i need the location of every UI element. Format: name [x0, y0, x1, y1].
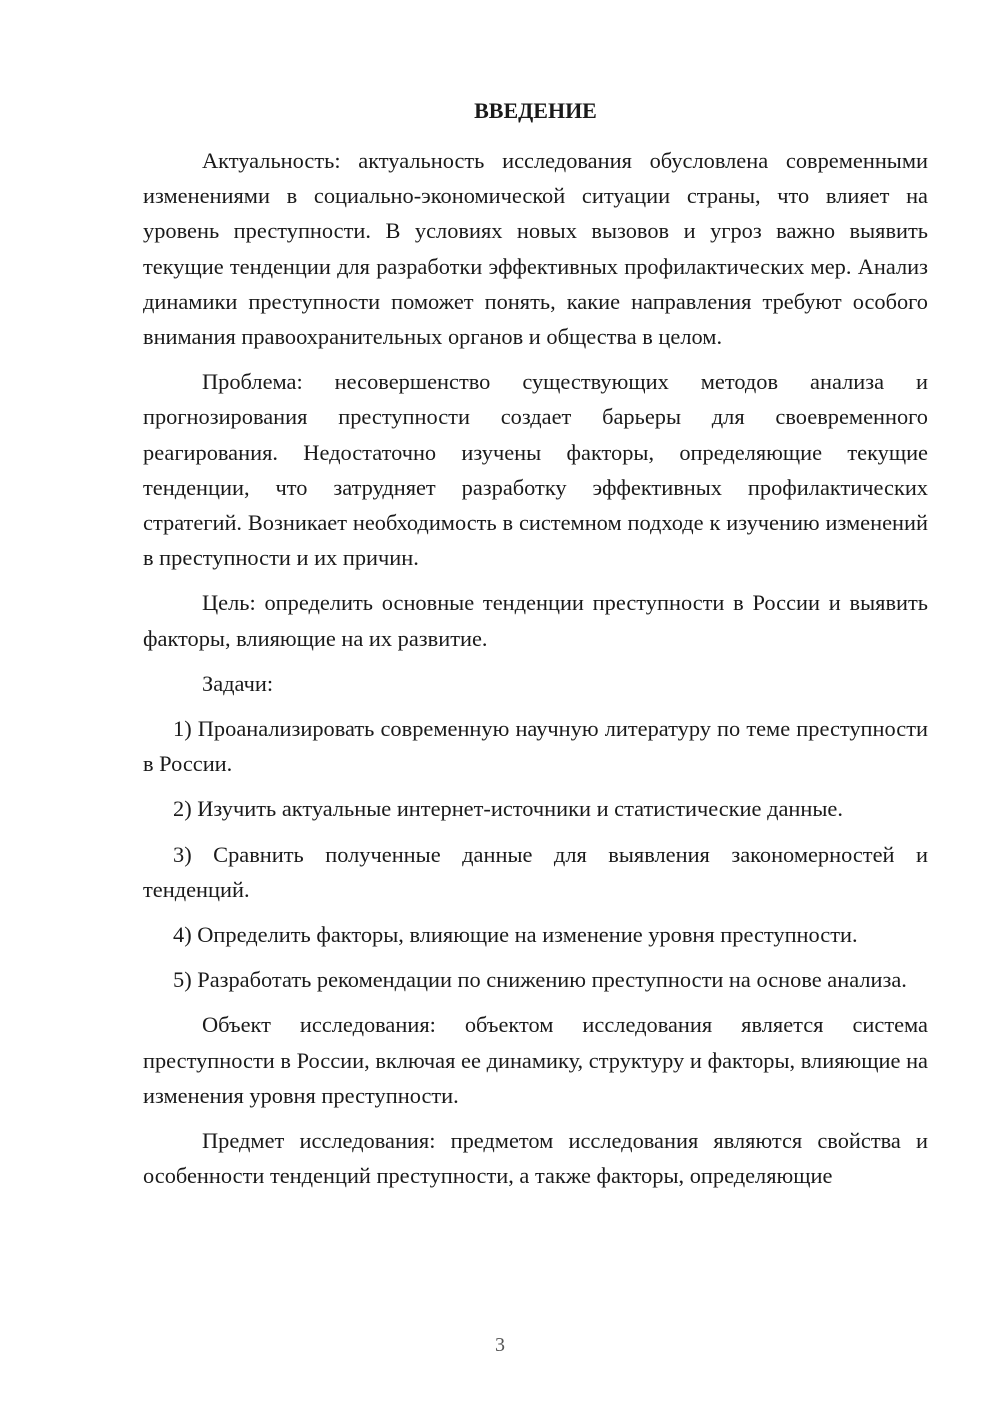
- paragraph-tasks-heading: Задачи:: [202, 670, 274, 696]
- paragraph-relevance: Актуальность: актуальность исследования обусловлена современными изменениями в социально-экономической ситуации страны, что влияет на уровень преступности. В условиях новых вызовов и угроз важно выявить текущие тенденции для разработки эффективных профилактических мер. Анализ динамики преступности поможет понять, какие направления требуют особого внимания правоохранительных органов и общества в целом.: [143, 148, 928, 350]
- task-item-5: 5) Разработать рекомендации по снижению преступности на основе анализа.: [173, 967, 907, 993]
- paragraph-problem: Проблема: несовершенство существующих методов анализа и прогнозирования преступности создает барьеры для своевременного реагирования. Недостаточно изучены факторы, определяющие текущие тенденции, что затрудняет разработку эффективных профилактических стратегий. Возникает необходимость в системном подходе к изучению изменений в преступности и их причин.: [143, 369, 928, 571]
- paragraph-goal: Цель: определить основные тенденции преступности в России и выявить факторы, влияющие на их развитие.: [143, 590, 928, 651]
- paragraph-object: Объект исследования: объектом исследования является система преступности в России, включая ее динамику, структуру и факторы, влияющие на изменения уровня преступности.: [143, 1012, 928, 1108]
- section-title: ВВЕДЕНИЕ: [474, 98, 597, 123]
- task-item-2: 2) Изучить актуальные интернет-источники и статистические данные.: [173, 796, 843, 822]
- task-item-1: 1) Проанализировать современную научную литературу по теме преступности в России.: [143, 716, 928, 777]
- document-body: [143, 143, 928, 1203]
- task-item-4: 4) Определить факторы, влияющие на изменение уровня преступности.: [173, 922, 858, 948]
- page-number: 3: [495, 1334, 505, 1356]
- paragraph-subject: Предмет исследования: предметом исследования являются свойства и особенности тенденций преступности, а также факторы, определяющие: [143, 1128, 928, 1189]
- task-item-3: 3) Сравнить полученные данные для выявления закономерностей и тенденций.: [143, 841, 928, 902]
